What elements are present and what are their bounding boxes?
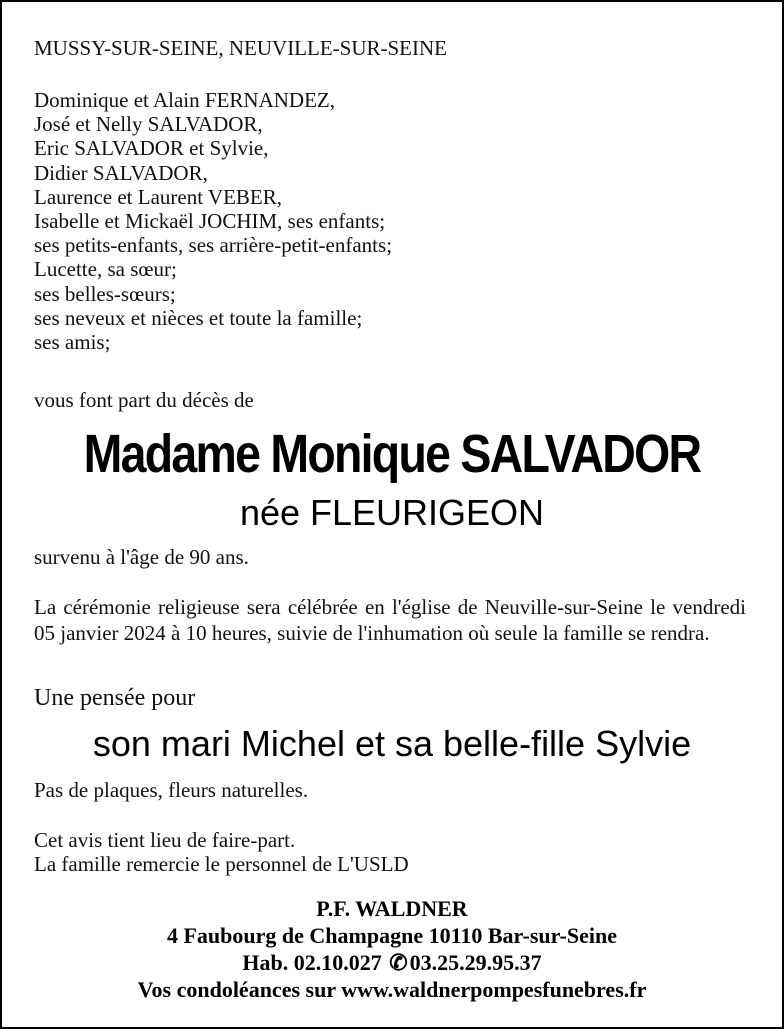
family-member: Laurence et Laurent VEBER, xyxy=(34,184,283,209)
phone-icon: ✆ xyxy=(389,950,408,975)
family-member: José et Nelly SALVADOR, xyxy=(34,112,263,137)
funeral-home-block xyxy=(2,895,782,1003)
family-member: ses belles-sœurs; xyxy=(34,281,176,306)
places-line: MUSSY-SUR-SEINE, NEUVILLE-SUR-SEINE xyxy=(34,36,447,60)
thanks-text: La famille remercie le personnel de L'USLD xyxy=(34,852,409,876)
funeral-home-contact xyxy=(2,949,782,976)
family-list xyxy=(34,88,392,354)
family-member: Lucette, sa sœur; xyxy=(34,257,177,282)
family-member: ses petits-enfants, ses arrière-petit-enfants; xyxy=(34,233,393,258)
maiden-name: née FLEURIGEON xyxy=(239,492,545,533)
notice-text: Cet avis tient lieu de faire-part. xyxy=(34,828,296,852)
flowers-text: Pas de plaques, fleurs naturelles. xyxy=(34,778,309,802)
age-text: survenu à l'âge de 90 ans. xyxy=(34,545,249,569)
tribute-text: son mari Michel et sa belle-fille Sylvie xyxy=(92,723,692,764)
family-member: Eric SALVADOR et Sylvie, xyxy=(34,136,269,161)
condolences-link[interactable]: Vos condoléances sur www.waldnerpompesfunebres.fr xyxy=(137,977,647,1002)
ceremony-text: La cérémonie religieuse sera célébrée en l'église de Neuville-sur-Seine le vendredi 05 janvier 2024 à 10 heures, suivie de l'inhumation où seule la famille se rendra. xyxy=(34,595,746,645)
deceased-name: Madame Monique SALVADOR xyxy=(83,424,701,484)
announcement-text: vous font part du décès de xyxy=(34,388,254,412)
family-member: Isabelle et Mickaël JOCHIM, ses enfants; xyxy=(34,209,386,234)
funeral-home-name: P.F. WALDNER xyxy=(316,896,468,921)
family-member: ses neveux et nièces et toute la famille; xyxy=(34,305,363,330)
license-number: Hab. 02.10.027 xyxy=(242,950,382,975)
family-member: Dominique et Alain FERNANDEZ, xyxy=(34,88,335,112)
funeral-home-address: 4 Faubourg de Champagne 10110 Bar-sur-Seine xyxy=(166,923,617,948)
thought-intro: Une pensée pour xyxy=(34,685,196,711)
phone-number[interactable]: 03.25.29.95.37 xyxy=(409,950,542,975)
family-member: ses amis; xyxy=(34,330,111,355)
family-member: Didier SALVADOR, xyxy=(34,160,208,185)
